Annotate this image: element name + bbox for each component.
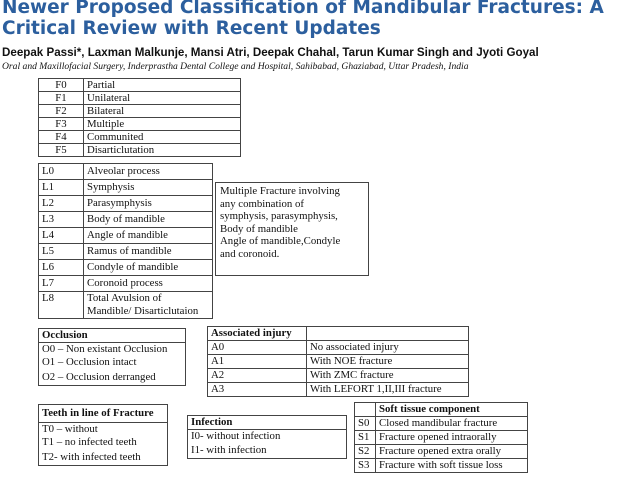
code-cell: F5 (39, 144, 84, 157)
table-row (355, 417, 528, 431)
table-row (39, 180, 213, 196)
code-cell: A1 (208, 355, 307, 369)
code-cell: L7 (39, 276, 84, 292)
table-row (39, 423, 168, 437)
note-line: any combination of (220, 197, 304, 210)
table-row (208, 355, 469, 369)
table-row (39, 144, 241, 157)
table-row (39, 92, 241, 105)
table-row (355, 445, 528, 459)
table-heading: Occlusion (39, 329, 186, 343)
table-row (39, 260, 213, 276)
table-row (39, 228, 213, 244)
table-row (208, 369, 469, 383)
table-row (39, 196, 213, 212)
paper-title: Newer Proposed Classification of Mandibular Fractures: A Critical Review with Recent Updates (2, 0, 604, 39)
desc-cell: Fracture with soft tissue loss (376, 459, 528, 473)
desc-cell: No associated injury (307, 341, 469, 355)
table-row (39, 356, 186, 369)
teeth-table (38, 404, 168, 466)
table-heading: Associated injury (208, 327, 307, 341)
note-line: Body of mandible (220, 222, 298, 235)
code-cell: S3 (355, 459, 376, 473)
table-row (39, 131, 241, 144)
table-row (188, 443, 347, 459)
desc-cell: Parasymphysis (84, 196, 213, 212)
table-row (39, 244, 213, 260)
associated-injury-table (207, 326, 469, 397)
table-row (39, 276, 213, 292)
list-item: I1- with infection (188, 443, 347, 459)
desc-cell: Fracture opened extra orally (376, 445, 528, 459)
list-item: O1 – Occlusion intact (39, 356, 186, 369)
desc-cell: Ramus of mandible (84, 244, 213, 260)
desc-cell: Angle of mandible (84, 228, 213, 244)
desc-cell: Closed mandibular fracture (376, 417, 528, 431)
table-heading: Teeth in line of Fracture (39, 405, 168, 423)
table-row (39, 212, 213, 228)
code-cell: A2 (208, 369, 307, 383)
table-heading: Soft tissue component (376, 403, 528, 417)
table-row (208, 341, 469, 355)
code-cell: L5 (39, 244, 84, 260)
desc-cell: Condyle of mandible (84, 260, 213, 276)
code-cell: L1 (39, 180, 84, 196)
code-cell: S2 (355, 445, 376, 459)
table-row (39, 105, 241, 118)
note-line: Multiple Fracture involving (220, 185, 340, 197)
desc-cell: Bilateral (84, 105, 241, 118)
list-item: T1 – no infected teeth (39, 436, 168, 449)
table-row (208, 327, 469, 341)
table-row (39, 343, 186, 357)
table-row (355, 403, 528, 417)
code-cell: F1 (39, 92, 84, 105)
table-row (39, 369, 186, 386)
desc-cell: Communited (84, 131, 241, 144)
location-table (38, 163, 213, 319)
code-cell: S1 (355, 431, 376, 445)
desc-line: Mandible/ Disarticlutaion (87, 305, 199, 317)
table-row (39, 329, 186, 343)
desc-line: Total Avulsion of (87, 292, 162, 304)
desc-cell: Coronoid process (84, 276, 213, 292)
desc-cell: Body of mandible (84, 212, 213, 228)
desc-cell: With LEFORT 1,II,III fracture (307, 383, 469, 397)
code-cell: A3 (208, 383, 307, 397)
desc-cell: With NOE fracture (307, 355, 469, 369)
table-row (39, 118, 241, 131)
table-row (39, 164, 213, 180)
code-cell: L3 (39, 212, 84, 228)
empty-cell (355, 403, 376, 417)
code-cell: A0 (208, 341, 307, 355)
desc-cell (84, 292, 213, 319)
code-cell: L6 (39, 260, 84, 276)
note-line: symphysis, parasymphysis, (220, 210, 338, 223)
code-cell: F0 (39, 79, 84, 92)
occlusion-table (38, 328, 186, 386)
code-cell: L4 (39, 228, 84, 244)
desc-cell: Fracture opened intraorally (376, 431, 528, 445)
infection-table (187, 415, 347, 459)
table-row (355, 431, 528, 445)
desc-cell: Alveolar process (84, 164, 213, 180)
list-item: T0 – without (39, 423, 168, 437)
desc-cell: Symphysis (84, 180, 213, 196)
table-row (208, 383, 469, 397)
table-row (39, 436, 168, 449)
code-cell: F4 (39, 131, 84, 144)
table-row (39, 449, 168, 466)
code-cell: S0 (355, 417, 376, 431)
multiple-fracture-note (215, 182, 369, 276)
table-heading: Infection (188, 416, 347, 430)
author-list: Deepak Passi*, Laxman Malkunje, Mansi Atri, Deepak Chahal, Tarun Kumar Singh and Jyoti Goyal (2, 46, 539, 59)
list-item: O2 – Occlusion derranged (39, 369, 186, 386)
fracture-type-table (38, 78, 241, 157)
note-line: and coronoid. (220, 247, 280, 260)
code-cell: F2 (39, 105, 84, 118)
desc-cell: Partial (84, 79, 241, 92)
list-item: T2- with infected teeth (39, 449, 168, 466)
desc-cell: Unilateral (84, 92, 241, 105)
desc-cell: With ZMC fracture (307, 369, 469, 383)
note-line: Angle of mandible,Condyle (220, 235, 341, 248)
affiliation: Oral and Maxillofacial Surgery, Inderprastha Dental College and Hospital, Sahibabad, Ghaziabad, Uttar Pradesh, India (2, 61, 469, 72)
table-row (39, 405, 168, 423)
empty-cell (307, 327, 469, 341)
table-row (188, 430, 347, 444)
list-item: O0 – Non existant Occlusion (39, 343, 186, 357)
code-cell: L2 (39, 196, 84, 212)
desc-cell: Disarticlutation (84, 144, 241, 157)
table-row (188, 416, 347, 430)
list-item: I0- without infection (188, 430, 347, 444)
code-cell: L8 (39, 292, 84, 319)
soft-tissue-table (354, 402, 528, 473)
code-cell: F3 (39, 118, 84, 131)
desc-cell: Multiple (84, 118, 241, 131)
table-row (39, 292, 213, 319)
code-cell: L0 (39, 164, 84, 180)
table-row (355, 459, 528, 473)
table-row (39, 79, 241, 92)
